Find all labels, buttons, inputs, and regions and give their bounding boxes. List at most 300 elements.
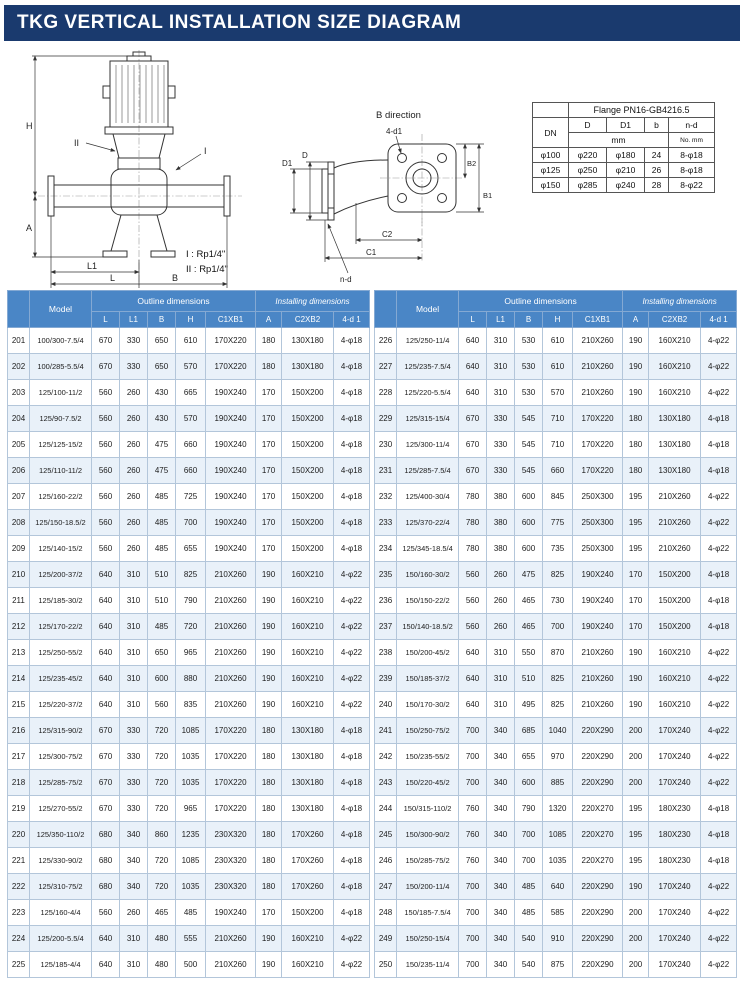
cell-d: φ285 [569,178,607,193]
table-row [375,874,737,900]
cell-model: 125/160-4/4 [30,900,92,926]
cell-bolt-spec: 4-φ22 [701,952,737,978]
cell-bolt-spec: 4-φ22 [701,926,737,952]
cell-C2xB2: 170X240 [649,952,701,978]
flange-col-d: D [569,118,607,133]
cell-B: 475 [148,458,176,484]
cell-nd: 8-φ18 [669,148,715,163]
cell-A: 180 [623,458,649,484]
cell-L: 670 [92,770,120,796]
cell-L: 560 [459,614,487,640]
cell-no: 206 [8,458,30,484]
table-row [375,770,737,796]
cell-L: 640 [459,666,487,692]
table-row [8,328,370,354]
cell-L1: 260 [120,458,148,484]
cell-C2xB2: 130X180 [282,744,334,770]
cell-B: 560 [148,692,176,718]
page-title: TKG VERTICAL INSTALLATION SIZE DIAGRAM [17,12,462,33]
cell-H: 710 [543,432,573,458]
table-row [8,510,370,536]
cell-H: 720 [176,614,206,640]
cell-bolt-spec: 4-φ22 [334,952,370,978]
cell-L: 560 [459,588,487,614]
cell-C1xB1: 170X220 [206,744,256,770]
group-header-installing: Installing dimensions [623,291,737,312]
cell-B: 790 [515,796,543,822]
cell-B: 485 [515,874,543,900]
table-row [375,354,737,380]
table-row [375,406,737,432]
col-header-C2xB2: C2XB2 [649,312,701,328]
cell-b: 28 [645,178,669,193]
cell-L1: 330 [487,406,515,432]
cell-L1: 310 [120,640,148,666]
table-row [8,562,370,588]
cell-model: 125/185-4/4 [30,952,92,978]
col-header-C2xB2: C2XB2 [282,312,334,328]
cell-C2xB2: 160X210 [649,692,701,718]
cell-H: 500 [176,952,206,978]
cell-B: 650 [148,328,176,354]
cell-no: 229 [375,406,397,432]
cell-C1xB1: 190X240 [206,900,256,926]
cell-B: 650 [148,354,176,380]
cell-C2xB2: 210X260 [649,484,701,510]
col-header-4d1: 4-d 1 [334,312,370,328]
cell-no: 233 [375,510,397,536]
table-row [8,926,370,952]
cell-H: 1085 [176,848,206,874]
cell-C1xB1: 170X220 [206,328,256,354]
table-row [375,666,737,692]
cell-C2xB2: 160X210 [282,692,334,718]
cell-C2xB2: 150X200 [282,432,334,458]
cell-B: 600 [515,484,543,510]
cell-C2xB2: 130X180 [649,458,701,484]
dim-label-b: B [172,273,179,283]
cell-bolt-spec: 4-φ18 [334,510,370,536]
cell-L: 560 [92,406,120,432]
cell-C1xB1: 220X290 [573,718,623,744]
cell-C2xB2: 170X260 [282,822,334,848]
dim-label-l: L [110,273,116,283]
table-row [8,718,370,744]
cell-bolt-spec: 4-φ18 [334,484,370,510]
cell-A: 190 [623,666,649,692]
cell-C1xB1: 220X270 [573,848,623,874]
table-row [8,744,370,770]
table-row [8,640,370,666]
cell-model: 150/250-75/2 [397,718,459,744]
table-row [533,163,715,178]
cell-L1: 310 [487,354,515,380]
cell-L: 700 [459,744,487,770]
cell-nd: 8-φ22 [669,178,715,193]
cell-bolt-spec: 4-φ18 [334,718,370,744]
cell-L1: 330 [120,796,148,822]
cell-bolt-spec: 4-φ22 [701,510,737,536]
cell-L1: 340 [487,874,515,900]
cell-L1: 340 [120,822,148,848]
cell-C1xB1: 220X270 [573,822,623,848]
note-port-ii: II : Rp1/4" [186,263,228,275]
flange-col-b: b [645,118,669,133]
cell-H: 700 [543,614,573,640]
cell-L: 640 [459,640,487,666]
cell-no: 231 [375,458,397,484]
cell-no: 244 [375,796,397,822]
cell-A: 170 [256,484,282,510]
cell-C2xB2: 130X180 [649,406,701,432]
cell-H: 1320 [543,796,573,822]
cell-bolt-spec: 4-φ22 [334,588,370,614]
cell-d: φ250 [569,163,607,178]
cell-d1: φ180 [607,148,645,163]
cell-model: 150/250-15/4 [397,926,459,952]
cell-L1: 260 [120,432,148,458]
cell-L1: 330 [120,354,148,380]
cell-no: 250 [375,952,397,978]
cell-no: 223 [8,900,30,926]
cell-bolt-spec: 4-φ22 [701,380,737,406]
cell-model: 125/235-7.5/4 [397,354,459,380]
cell-B: 510 [515,666,543,692]
cell-C1xB1: 210X260 [573,692,623,718]
flange-table-title: Flange PN16-GB4216.5 [569,103,715,118]
cell-d1: φ210 [607,163,645,178]
cell-A: 190 [623,380,649,406]
cell-model: 150/300-90/2 [397,822,459,848]
cell-A: 170 [256,900,282,926]
group-header-installing: Installing dimensions [256,291,370,312]
cell-L1: 260 [120,406,148,432]
cell-B: 550 [515,640,543,666]
cell-A: 195 [623,536,649,562]
table-row [8,952,370,978]
cell-B: 720 [148,718,176,744]
cell-A: 190 [256,562,282,588]
cell-model: 125/220-37/2 [30,692,92,718]
table-row [8,458,370,484]
cell-C1xB1: 220X290 [573,900,623,926]
cell-no: 226 [375,328,397,354]
cell-model: 125/160-22/2 [30,484,92,510]
cell-L1: 310 [120,926,148,952]
group-header-outline: Outline dimensions [92,291,256,312]
cell-A: 190 [256,666,282,692]
table-row [8,900,370,926]
cell-A: 180 [256,796,282,822]
cell-no: 242 [375,744,397,770]
table-row [8,796,370,822]
cell-no: 239 [375,666,397,692]
cell-C1xB1: 230X320 [206,874,256,900]
cell-no: 215 [8,692,30,718]
cell-A: 180 [256,770,282,796]
cell-H: 885 [543,770,573,796]
cell-L1: 340 [487,718,515,744]
cell-H: 1035 [176,744,206,770]
cell-bolt-spec: 4-φ18 [334,796,370,822]
cell-model: 100/285-5.5/4 [30,354,92,380]
cell-C2xB2: 170X240 [649,900,701,926]
cell-H: 660 [543,458,573,484]
cell-C2xB2: 130X180 [649,432,701,458]
cell-C2xB2: 160X210 [282,666,334,692]
cell-C2xB2: 130X180 [282,328,334,354]
cell-B: 700 [515,848,543,874]
cell-no: 213 [8,640,30,666]
cell-bolt-spec: 4-φ18 [701,562,737,588]
cell-A: 200 [623,718,649,744]
cell-L1: 260 [487,588,515,614]
cell-H: 735 [543,536,573,562]
cell-L1: 340 [487,848,515,874]
cell-C1xB1: 220X290 [573,952,623,978]
spec-table-left-body [8,328,370,978]
cell-B: 475 [148,432,176,458]
cell-A: 190 [623,874,649,900]
cell-B: 600 [515,510,543,536]
cell-C1xB1: 220X290 [573,744,623,770]
cell-model: 125/200-37/2 [30,562,92,588]
cell-bolt-spec: 4-φ18 [701,796,737,822]
cell-B: 465 [515,614,543,640]
cell-B: 545 [515,432,543,458]
cell-B: 720 [148,796,176,822]
table-row [375,848,737,874]
cell-model: 125/345-18.5/4 [397,536,459,562]
cell-L1: 260 [120,900,148,926]
cell-A: 180 [256,354,282,380]
table-row [375,718,737,744]
cell-bolt-spec: 4-φ18 [334,536,370,562]
cell-H: 485 [176,900,206,926]
cell-no: 227 [375,354,397,380]
cell-C1xB1: 190X240 [206,380,256,406]
cell-B: 430 [148,380,176,406]
cell-model: 125/315-90/2 [30,718,92,744]
col-header-L: L [459,312,487,328]
cell-C1xB1: 190X240 [573,562,623,588]
cell-model: 150/200-11/4 [397,874,459,900]
cell-bolt-spec: 4-φ18 [334,822,370,848]
cell-H: 965 [176,640,206,666]
cell-B: 655 [515,744,543,770]
cell-C1xB1: 210X260 [206,952,256,978]
cell-B: 720 [148,874,176,900]
dim-label-b1: B1 [483,191,493,200]
table-row [533,148,715,163]
cell-B: 545 [515,458,543,484]
cell-model: 125/220-5.5/4 [397,380,459,406]
cell-C1xB1: 210X260 [206,640,256,666]
cell-A: 180 [256,718,282,744]
cell-C1xB1: 190X240 [206,432,256,458]
cell-C2xB2: 160X210 [282,562,334,588]
cell-bolt-spec: 4-φ22 [701,900,737,926]
table-row [8,614,370,640]
dim-label-d1: D1 [282,159,293,168]
cell-no: 235 [375,562,397,588]
dim-label-h: H [26,121,33,131]
cell-C1xB1: 210X260 [206,692,256,718]
cell-model: 150/150-22/2 [397,588,459,614]
cell-B: 465 [515,588,543,614]
cell-C2xB2: 210X260 [649,536,701,562]
cell-no: 241 [375,718,397,744]
cell-A: 180 [623,432,649,458]
cell-C2xB2: 160X210 [649,666,701,692]
col-header-model: Model [397,291,459,328]
cell-bolt-spec: 4-φ18 [334,328,370,354]
cell-A: 190 [623,640,649,666]
cell-model: 125/250-11/4 [397,328,459,354]
cell-L1: 340 [487,770,515,796]
cell-L: 670 [92,744,120,770]
cell-bolt-spec: 4-φ22 [334,926,370,952]
cell-L: 670 [459,458,487,484]
dim-label-c2: C2 [382,230,393,239]
cell-L: 780 [459,536,487,562]
cell-L1: 340 [487,900,515,926]
cell-bolt-spec: 4-φ22 [701,536,737,562]
cell-H: 730 [543,588,573,614]
diagram-section [0,44,744,292]
cell-C2xB2: 150X200 [282,380,334,406]
dim-label-d: D [302,151,308,160]
table-row [375,744,737,770]
cell-B: 485 [148,614,176,640]
cell-C1xB1: 170X220 [573,432,623,458]
flange-unit-no-mm: No. mm [669,133,715,148]
cell-C1xB1: 170X220 [573,406,623,432]
cell-no: 212 [8,614,30,640]
cell-bolt-spec: 4-φ22 [701,744,737,770]
cell-H: 725 [176,484,206,510]
cell-L1: 310 [120,614,148,640]
cell-C1xB1: 190X240 [206,484,256,510]
cell-L1: 340 [487,744,515,770]
cell-bolt-spec: 4-φ22 [701,874,737,900]
port-label-ii: II [74,138,80,148]
cell-B: 685 [515,718,543,744]
dimension-tables [7,290,737,978]
cell-C2xB2: 160X210 [649,640,701,666]
cell-A: 190 [256,614,282,640]
table-row [533,178,715,193]
cell-bolt-spec: 4-φ22 [701,484,737,510]
cell-C1xB1: 220X290 [573,926,623,952]
cell-L: 680 [92,848,120,874]
cell-B: 720 [148,848,176,874]
cell-nd: 8-φ18 [669,163,715,178]
cell-L1: 380 [487,536,515,562]
cell-no: 207 [8,484,30,510]
cell-B: 540 [515,926,543,952]
cell-C2xB2: 210X260 [649,510,701,536]
flange-col-d1: D1 [607,118,645,133]
cell-L: 700 [459,900,487,926]
cell-bolt-spec: 4-φ18 [701,822,737,848]
cell-L: 640 [92,952,120,978]
cell-A: 180 [256,822,282,848]
cell-no: 238 [375,640,397,666]
cell-L1: 310 [487,692,515,718]
cell-d: φ220 [569,148,607,163]
cell-C2xB2: 160X210 [282,926,334,952]
cell-L: 670 [92,354,120,380]
cell-L1: 310 [120,588,148,614]
cell-C2xB2: 150X200 [649,588,701,614]
cell-B: 700 [515,822,543,848]
cell-A: 195 [623,510,649,536]
cell-model: 125/285-7.5/4 [397,458,459,484]
cell-bolt-spec: 4-φ22 [334,562,370,588]
cell-L: 670 [459,432,487,458]
cell-bolt-spec: 4-φ18 [334,354,370,380]
cell-model: 150/315-110/2 [397,796,459,822]
cell-C2xB2: 160X210 [282,952,334,978]
table-row [8,666,370,692]
cell-dn: φ150 [533,178,569,193]
cell-H: 655 [176,536,206,562]
cell-B: 860 [148,822,176,848]
cell-model: 125/90-7.5/2 [30,406,92,432]
table-row [8,484,370,510]
cell-L: 680 [92,874,120,900]
cell-L1: 260 [120,510,148,536]
cell-L: 760 [459,848,487,874]
cell-bolt-spec: 4-φ22 [701,770,737,796]
cell-B: 485 [148,510,176,536]
cell-bolt-spec: 4-φ18 [334,406,370,432]
cell-bolt-spec: 4-φ18 [701,848,737,874]
cell-B: 475 [515,562,543,588]
cell-L: 640 [92,562,120,588]
cell-B: 530 [515,354,543,380]
cell-no: 221 [8,848,30,874]
cell-L: 700 [459,718,487,744]
cell-B: 485 [148,536,176,562]
cell-bolt-spec: 4-φ18 [701,588,737,614]
cell-L: 560 [92,536,120,562]
dim-label-a: A [26,223,33,233]
cell-no: 217 [8,744,30,770]
cell-C1xB1: 250X300 [573,536,623,562]
cell-A: 190 [256,926,282,952]
cell-C2xB2: 160X210 [649,380,701,406]
cell-b: 26 [645,163,669,178]
cell-H: 835 [176,692,206,718]
col-header-H: H [176,312,206,328]
cell-C2xB2: 150X200 [282,406,334,432]
cell-C1xB1: 170X220 [206,354,256,380]
cell-L1: 310 [120,666,148,692]
cell-L: 760 [459,796,487,822]
col-header-C1xB1: C1XB1 [206,312,256,328]
cell-bolt-spec: 4-φ22 [701,328,737,354]
cell-no: 214 [8,666,30,692]
cell-no: 203 [8,380,30,406]
cell-L: 640 [92,692,120,718]
cell-C2xB2: 170X240 [649,926,701,952]
col-header-A: A [256,312,282,328]
cell-A: 170 [623,562,649,588]
cell-model: 125/315-15/4 [397,406,459,432]
cell-L: 560 [92,458,120,484]
